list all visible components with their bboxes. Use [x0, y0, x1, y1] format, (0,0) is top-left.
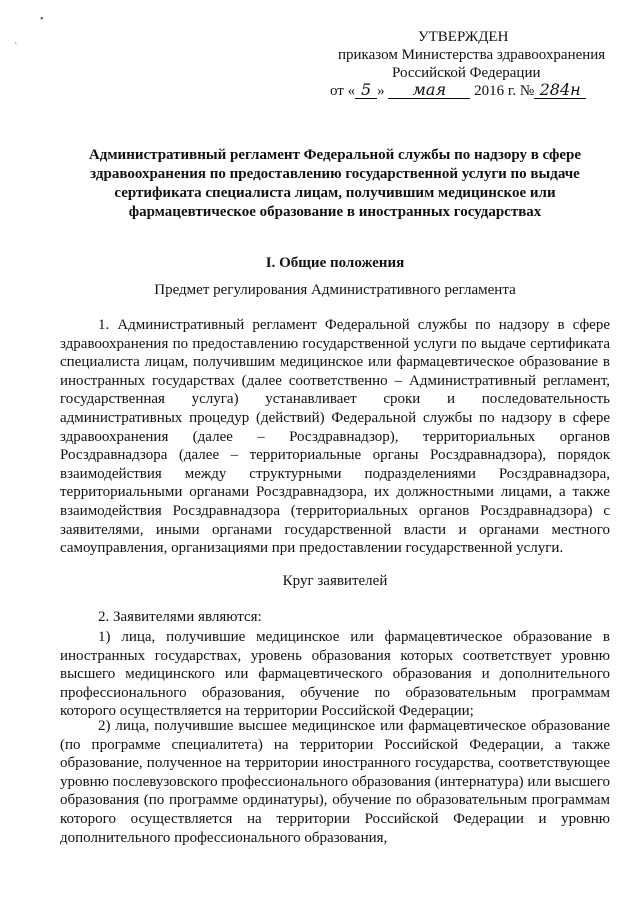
approval-date-line	[330, 82, 630, 100]
paragraph-2-item-2: 2) лица, получившие высшее медицинское или фармацевтическое образование (по программе специалитета) на территории Российской Федерации, а также образование, полученное на территории иностранного государства, соответствующее уровню послевузовского профессионального образования (интернатура) или высшего образования (по программе ординатуры), обучение по образовательным программам которого осуществляется на территории Российской Федерации и уровню дополнительного профессионального образования,	[60, 718, 610, 846]
scan-speck: •	[40, 14, 44, 25]
year-text: 2016 г. №	[474, 83, 535, 99]
approval-stamp-block	[330, 28, 630, 100]
subsection-heading-subject: Предмет регулирования Административного регламента	[154, 282, 516, 298]
approval-org-line2: Российской Федерации	[392, 65, 541, 81]
approval-org-line1: приказом Министерства здравоохранения	[338, 47, 606, 63]
paragraph-1: 1. Административный регламент Федеральной службы по надзору в сфере здравоохранения по предоставлению государственной услуги по выдаче сертификата специалиста лицам, получившим медицинское или фармацевтическое образование в иностранных государствах (далее соответственно – Административный регламент, государственная услуга) устанавливает сроки и последовательность административных процедур (действий) Федеральной службы по надзору в сфере здравоохранения (далее – Росздравнадзор), территориальных органов Росздравнадзора (далее – территориальные органы Росздравнадзора), порядок взаимодействия между структурными подразделениями Росздравнадзора, территориальными органами Росздравнадзора, их должностными лицами, а также взаимодействия Росздравнадзора (территориальных органов Росздравнадзора) с заявителями, иными органами государственной власти и органами местного самоуправления, организациями при предоставлении государственной услуги.	[60, 317, 610, 557]
scan-speck: `	[14, 42, 18, 53]
handwritten-month: мая	[388, 82, 470, 99]
handwritten-order-number: 284н	[534, 82, 586, 99]
date-prefix: от «	[330, 83, 356, 99]
document-title: Административный регламент Федеральной службы по надзору в сфере здравоохранения по предоставлению государственной услуги по выдаче сертификата специалиста лицам, получившим медицинское или фармацевтическое образование в иностранных государствах	[88, 147, 582, 220]
approval-title: УТВЕРЖДЕН	[418, 29, 509, 45]
paragraph-2: 2. Заявителями являются:	[98, 609, 262, 625]
handwritten-day: 5	[355, 82, 377, 99]
subsection-heading-applicants: Круг заявителей	[282, 573, 388, 589]
paragraph-2-item-1: 1) лица, получившие медицинское или фармацевтическое образование в иностранных государствах, уровень образования которых соответствует уровню высшего медицинского или фармацевтического образования и дополнительного профессионального образования, обучение по образовательным программам которого осуществляется на территории Российской Федерации;	[60, 629, 610, 720]
section-heading: I. Общие положения	[265, 255, 405, 271]
date-mid: »	[377, 83, 385, 99]
